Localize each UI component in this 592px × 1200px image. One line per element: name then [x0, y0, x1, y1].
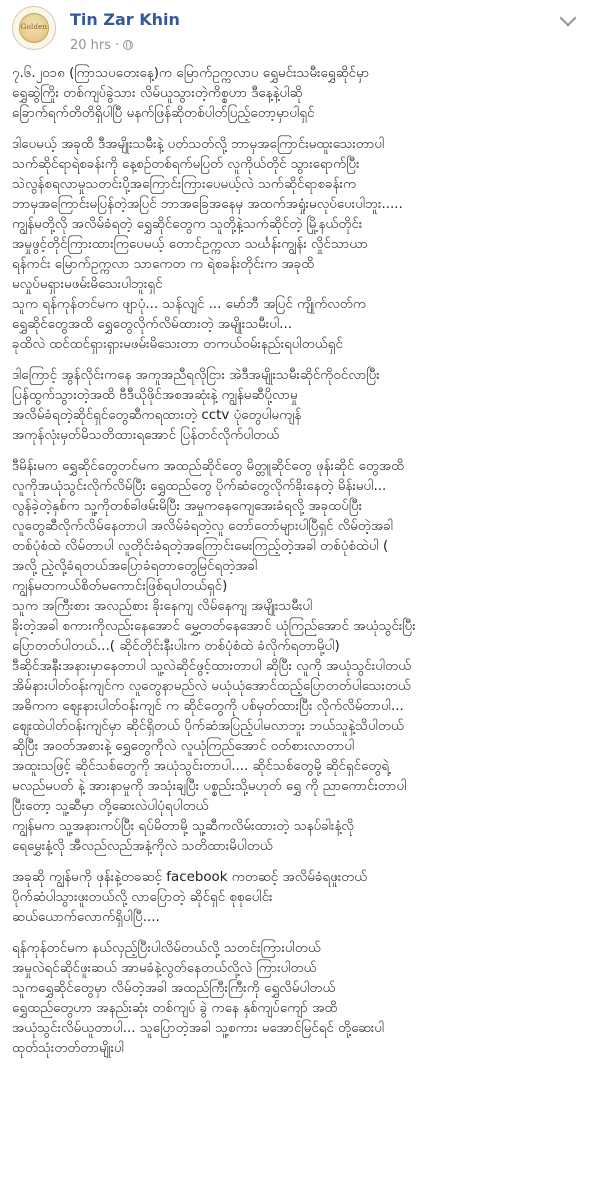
- post-text-line: သူကရွှေဆိုင်တွေမှာ လိမ်တဲ့အခါ အထည်ကြီးကြီးကို ရွှေလိမ်ပါတယ်: [12, 981, 336, 996]
- golden-logo-icon: [19, 13, 49, 43]
- post-body: [12, 64, 584, 1070]
- post-text-line: မလှုပ်မရှားမဖမ်းမိသေးပါဘူးရှင်: [12, 277, 163, 292]
- post-text-line: ပိုက်ဆံပါသွားဖူးတယ်လို့ လာပြောတဲ့ ဆိုင်ရှင် စုစုပေါင်း: [12, 890, 273, 905]
- post-text-line: အဓိကက ဈေးနားပါတ်ဝန်းကျင် က ဆိုင်တွေကို ပစ်မှတ်ထားပြီး လိုက်လိမ်တာပါ...: [12, 699, 404, 714]
- post-header: [0, 0, 592, 60]
- chevron-down-icon[interactable]: [560, 10, 577, 27]
- post-text-line: ပြန်ထွက်သွားတဲ့အထိ ဗီဒီယိုဖိုင်အစအဆုံးနဲ့ ကျွန်မဆီပို့လာမှု: [12, 388, 298, 403]
- post-text-line: အခုဆို ကျွန်မကို ဖုန်းနဲ့တခဆင့် facebook ကတဆင့် အလိမ်ခံရဖူးတယ်: [12, 870, 368, 885]
- post-text-line: အိမ်နားပါတ်ဝန်းကျင်က လူတွေနာမည်လဲ မယုံယုံအောင်ထည့်ပြောတတ်ပါသေးတယ်: [12, 679, 411, 694]
- post-text-line: ရွှေဆိုင်တွေအထိ ရွှေတွေလိုက်လိမ်ထားတဲ့ အမျိုးသမီးပါ...: [12, 317, 293, 332]
- post-text-line: အမှုဖွင့်တိုင်ကြားထားကြပေမယ့် တောင်ဥက္ကလာ သင်္ဃန်းကျွန်း လှိုင်သာယာ: [12, 237, 368, 252]
- page-avatar[interactable]: [12, 6, 56, 50]
- post-text-line: ကျွန်မက သူ့အနားကပ်ပြီး ရပ်မိတာမို့ သူ့ဆီကလိမ်းထားတဲ့ သနပ်ခါးနံ့လို: [12, 819, 354, 834]
- post-text-line: အကုန်လုံးမှတ်မိသတိထားရအောင် ပြန်တင်လိုက်ပါတယ်: [12, 428, 280, 443]
- post-meta: [70, 38, 133, 53]
- post-text-line: လွန်ခဲ့တဲ့နှစ်က သူ့ကိုတစ်ခါဖမ်းမိပြီး အမှုကနေကျေအေးခံရလို့ အခုထပ်ပြီး: [12, 499, 363, 514]
- post-text-line: မလည်မပတ် နဲ့ အားနာမှုကို အသုံးချပြီး ပစ္စည်းသို့မဟုတ် ရွှေ ကို ညာကောင်းတာပါ: [12, 779, 407, 794]
- post-text-line: အယုံသွင်းလိမ်ယူတာပါ... သူပြောတဲ့အခါ သူ့စကား မအောင်မြင်ရင် တို့ဆေးပါ: [12, 1021, 385, 1036]
- post-paragraph: [12, 135, 584, 355]
- post-paragraph: [12, 64, 584, 124]
- post-text-line: ရွှေဆွဲကြိုး တစ်ကျပ်ခွဲသား လိမ်ယူသွားတဲ့ကိစ္စဟာ ဒီနေ့နဲ့ပါဆို: [12, 86, 303, 101]
- post-text-line: ဒါပေမယ့် အခုထိ ဒီအမျိုးသမီးနဲ့ ပတ်သတ်လို့ ဘာမှအကြောင်းမထူးသေးတာပါ: [12, 137, 385, 152]
- post-text-line: ဆယ်ယောက်လောက်ရှိပါပြီ....: [12, 910, 160, 925]
- post-text-line: ကျွန်မတကယ်စိတ်မကောင်းဖြစ်ရပါတယ်ရှင်): [12, 579, 228, 594]
- post-text-line: ဘာမှအကြောင်းမပြန်တဲ့အပြင် ဘာအခြေအနေမှ အထက်အရှုံးမလုပ်ပေးပါဘူး.....: [12, 197, 403, 212]
- globe-icon: [123, 40, 133, 50]
- post-text-line: လူတွေဆီလိုက်လိမ်နေတာပါ အလိမ်ခံရတဲ့လူ တော်တော်များပါပြီရှင် လိမ်တဲ့အခါ: [12, 519, 394, 534]
- post-text-line: ဒါကြောင့် အွန်လိုင်းကနေ အကူအညီရလိုငြား အဲဒီအမျိုးသမီးဆိုင်ကိုဝင်လာပြီး: [12, 368, 380, 383]
- post-text-line: ခြောက်ရက်တိတိရှိပါပြီ မနက်ဖြန်ဆိုတစ်ပါတ်ပြည့်တော့မှာပါရှင်: [12, 106, 315, 121]
- post-paragraph: [12, 868, 584, 928]
- post-text-line: ဈေးထဲပါတ်ဝန်းကျင်မှာ ဆိုင်ရှိတယ် ပိုက်ဆံအပြည့်ပါမလာဘူး ဘယ်သူနဲ့သိပါတယ်: [12, 719, 405, 734]
- page-name-link[interactable]: Tin Zar Khin: [70, 10, 180, 29]
- post-text-line: ၇.၆.၂၀၁၈ (ကြာသပတေးနေ့)က မြောက်ဥက္ကလာပ ရွှေမင်းသမီးရွှေဆိုင်မှာ: [12, 66, 370, 81]
- post-text-line: ခုထိလဲ ထင်ထင်ရှားရှားမဖမ်းမိသေးတာ တကယ်ဝမ်းနည်းရပါတယ်ရှင်: [12, 337, 343, 352]
- post-text-line: အမှုလဲရင်ဆိုင်ဖူးဆယ် အာမခံနဲ့လွတ်နေတယ်လို့လဲ ကြားပါတယ်: [12, 961, 317, 976]
- post-text-line: ခိုးတဲ့အခါ စကားကိုလည်းနေအောင် မွှေ့တတ်နေအောင် ယုံကြည်အောင် အယုံသွင်းပြီး: [12, 619, 416, 634]
- post-paragraph: [12, 366, 584, 446]
- post-text-line: ဒီဆိုင်အနီးအနားမှာနေတာပါ သူ့လဲဆိုင်ဖွင့်ထားတာပါ ဆိုပြီး လူကို အယုံသွင်းပါတယ်: [12, 659, 412, 674]
- post-text-line: ဆိုပြီး အဝတ်အစားနဲ့ ရွှေတွေကိုလဲ လူယုံကြည်အောင် ဝတ်စားလာတာပါ: [12, 739, 355, 754]
- post-text-line: ထုတ်သုံးတတ်တာမျိုးပါ: [12, 1041, 124, 1056]
- post-text-line: ပြီးတော့ သူ့ဆီမှာ တို့ဆေးလဲပါပုံရပါတယ်: [12, 799, 209, 814]
- post-text-line: သူက ရန်ကုန်တင်မက ဖျာပုံ... သန်လျင် ... မော်ဘီ အပြင် ကျိုက်လတ်က: [12, 297, 367, 312]
- post-text-line: အလိမ်ခံရတဲ့ဆိုင်ရှင်တွေဆီကရထားတဲ့ cctv ပုံတွေပါမကျန်: [12, 408, 302, 423]
- post-text-line: ရေမွှေးနံ့လို အီလည်လည်အနံ့ကိုလဲ သတိထားမိပါတယ်: [12, 839, 273, 854]
- post-paragraph: [12, 457, 584, 857]
- post-text-line: သဲလွန်စရလာမှုသတင်းပို့အကြောင်းကြားပေမယ့်လဲ သက်ဆိုင်ရာစခန်းက: [12, 177, 357, 192]
- post-text-line: ပြောတတ်ပါတယ်...( ဆိုင်တိုင်းနီးပါးက တစ်ပုံစံထဲ ခံလိုက်ရတာမို့ပါ): [12, 639, 340, 654]
- post-paragraph: [12, 939, 584, 1059]
- post-text-line: သူက အကြီးစား အလည်စား ခိုးနေကျ လိမ်နေကျ အမျိုးသမီးပါ: [12, 599, 313, 614]
- avatar-logo-text: Golden: [20, 23, 48, 31]
- post-text-line: ရန်ကင်း မြောက်ဥက္ကလာ သာကေတ က ရဲစခန်းတိုင်းက အခုထိ: [12, 257, 315, 272]
- post-text-line: ရန်ကုန်တင်မက နယ်လှည့်ပြီးပါလိမ်တယ်လို့ သတင်းကြားပါတယ်: [12, 941, 321, 956]
- post-text-line: ဒီမိန်းမက ရွှေဆိုင်တွေတင်မက အထည်ဆိုင်တွေ မိတ္တူဆိုင်တွေ ဖုန်းဆိုင် တွေအထိ: [12, 459, 405, 474]
- meta-separator: ·: [115, 38, 120, 53]
- post-text-line: လူကိုအယုံသွင်းလိုက်လိမ်ပြီး ရွှေထည်တွေ ပိုက်ဆံတွေလိုက်ခိုးနေတဲ့ မိန်းမပါ...: [12, 479, 387, 494]
- post-text-line: သက်ဆိုင်ရာရဲစခန်းကို နေ့စဉ်တစ်ရက်မပြတ် လူကိုယ်တိုင် သွားရောက်ပြီး: [12, 157, 360, 172]
- post-text-line: ကျွန်မတို့လို အလိမ်ခံရတဲ့ ရွှေဆိုင်တွေက သူတို့နဲ့သက်ဆိုင်တဲ့ မြို့နယ်တိုင်း: [12, 217, 363, 232]
- post-text-line: တစ်ပုံစံထဲ လိမ်တာပါ လူတိုင်းခံရတဲ့အကြောင်းမေးကြည့်တဲ့အခါ တစ်ပုံစံထဲပါ (: [12, 539, 389, 554]
- post-timestamp[interactable]: 20 hrs: [70, 38, 112, 53]
- post-text-line: ရွှေထည်တွေဟာ အနည်းဆုံး တစ်ကျပ် ခွဲ ကနေ နှစ်ကျပ်ကျော် အထိ: [12, 1001, 338, 1016]
- post-text-line: အလို့ ညဲ့လို့ခံရတယ်အပြောခံရတာတွေမြင်ရတဲ့အခါ: [12, 559, 258, 574]
- post-text-line: အထူးသဖြင့် ဆိုင်သစ်တွေကို အယုံသွင်းတာပါ.... ဆိုင်သစ်တွေမို့ ဆိုင်ရှင်တွေရဲ့: [12, 759, 390, 774]
